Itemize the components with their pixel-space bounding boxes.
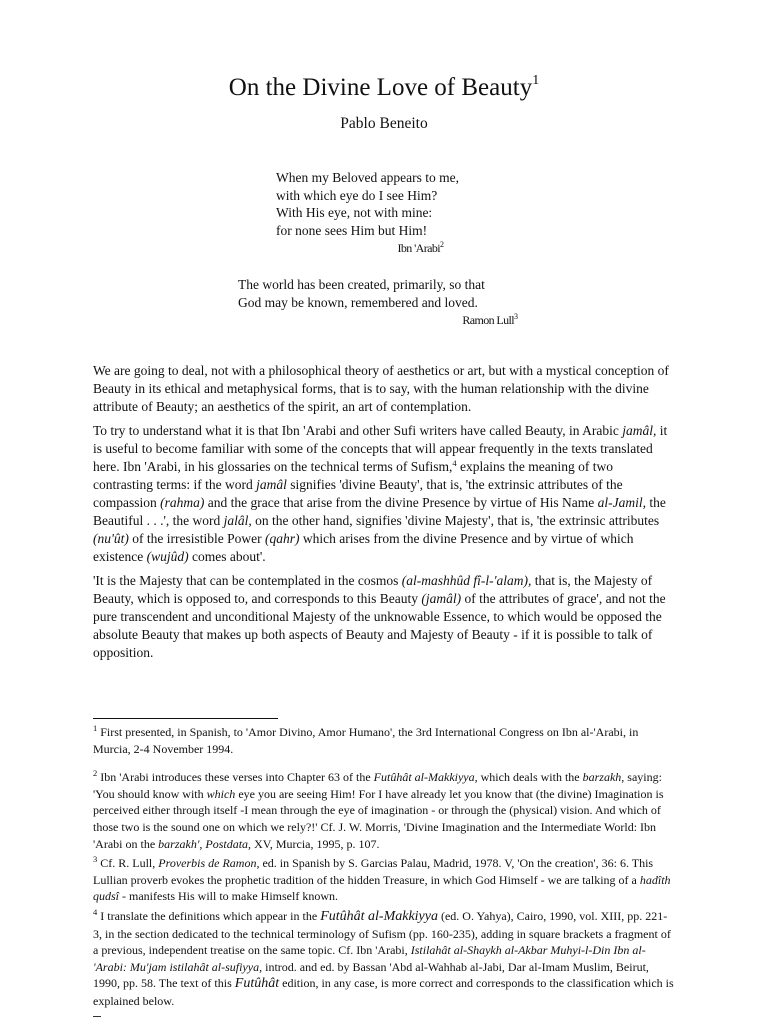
text-run: ed. in Spanish by S. Garcias Palau, Madrid, 1978. V, 'On the creation', 36: 6. This Lullian proverb evokes the prophetic tradition of the hidden Treasure, in which God Himself - we are talking of a <box>93 856 654 887</box>
text-run: it is useful to become familiar with some of the concepts that will appear frequently in the texts translated here. Ibn 'Arabi, in his glossaries on the technical terms of Sufism, <box>93 423 668 474</box>
text-run: the Beautiful . . .', the word <box>93 495 666 528</box>
text-run: which arises from the divine Presence and by virtue of which existence <box>93 531 634 564</box>
footnote-4 <box>93 908 675 1010</box>
text-run: (ed. O. Yahya), Cairo, 1990, vol. XIII, pp. 221-3, in the section dedicated to the technical terminology of Sufism (pp. 160-235), adding in square brackets a fragment of a previous, independent treatise on the same topic. Cf. Ibn 'Arabi, <box>93 908 671 958</box>
paragraph-3 <box>93 572 675 662</box>
attribution-name: Ramon Lull <box>462 313 514 327</box>
footnote-3 <box>93 855 675 905</box>
text-run: Cf. R. Lull, <box>97 856 159 871</box>
book-title: Proverbis de Ramon, <box>158 856 260 871</box>
text-run: comes about'. <box>188 549 266 564</box>
epigraph-ibn-arabi <box>276 169 496 256</box>
text-run: on the other hand, signifies 'divine Majesty', that is, 'the extrinsic attributes <box>251 513 660 528</box>
epigraph-line: When my Beloved appears to me, <box>276 170 459 185</box>
footnote-number: 4 <box>93 906 98 917</box>
term-rahma: (rahma) <box>160 495 205 510</box>
epigraph-line: The world has been created, primarily, so that <box>238 277 485 292</box>
term-wujud: (wujûd) <box>146 549 189 564</box>
text-run: First presented, in Spanish, to 'Amor Divino, Amor Humano', the 3rd International Congress on Ibn al-'Arabi, in Murcia, 2-4 November 1994. <box>93 725 639 756</box>
epigraph-attribution <box>276 240 496 256</box>
page-title <box>0 72 768 104</box>
epigraph-line: for none sees Him but Him! <box>276 222 428 238</box>
title-footnote-marker[interactable]: 1 <box>532 73 540 88</box>
text-run: saying: 'You should know with <box>93 770 662 801</box>
text-run: I translate the definitions which appear in the <box>97 908 321 923</box>
book-title: Futûhât al-Makkiyya <box>320 908 438 924</box>
term-barzakh: barzakh, <box>582 770 625 785</box>
book-title: Futûhât al-Makkiyya, <box>373 770 478 785</box>
epigraph-attribution <box>238 312 528 328</box>
text-run: and the grace that arise from the divine Presence by virtue of His Name <box>204 495 598 510</box>
book-title: Futûhât <box>234 976 280 992</box>
term-jamal: jamâl <box>256 477 287 492</box>
term-hadith-qudsi: hadîth qudsî <box>93 872 671 904</box>
text-run: which deals with the <box>477 770 583 785</box>
text-run: edition, in any case, is more correct and corresponds to the classification which is explained below. <box>93 976 674 1008</box>
footnotes <box>93 724 675 1013</box>
text-run: eye you are seeing Him! For I have already let you know that (the divine) Imagination is perceived either through itself -I mean through the eye of imagination - or through the (physical) vision. And which of those two is the sound one on which we rely?!' Cf. J. W. Morris, 'Divine Imagination and the Intermediate World: Ibn 'Arabi on the <box>93 786 664 851</box>
journal-title: barzakh', Postdata, <box>158 836 252 851</box>
term-al-jamil: al-Jamil, <box>597 495 646 510</box>
footnote-number: 1 <box>93 723 98 733</box>
footnote-marker[interactable]: 4 <box>452 458 457 468</box>
text-run: - manifests His will to make Himself known. <box>119 889 338 904</box>
text-run: signifies 'divine Beauty', that is, 'the extrinsic attributes of the compassion <box>93 477 623 510</box>
term-qahr: (qahr) <box>265 531 300 546</box>
footnote-2 <box>93 769 675 852</box>
epigraph-line: with which eye do I see Him? <box>276 187 438 203</box>
text-run: of the irresistible Power <box>128 531 265 546</box>
text-run: To try to understand what it is that Ibn 'Arabi and other Sufi writers have called Beauty, in Arabic <box>93 423 623 438</box>
term-nuut: (nu'ût) <box>93 531 129 546</box>
title-text: On the Divine Love of Beauty <box>228 74 533 101</box>
term-al-mashhud: (al-mashhûd fî-l-'alam), <box>401 573 532 588</box>
paragraph-2 <box>93 422 675 566</box>
paragraph-1: We are going to deal, not with a philosophical theory of aesthetics or art, but with a mystical conception of Beauty in its ethical and metaphysical forms, that is to say, with the human relationship with the divine attribute of Beauty; an aesthetics of the spirit, an art of contemplation. <box>93 363 669 414</box>
text-run: 'It is the Majesty that can be contemplated in the cosmos <box>93 573 402 588</box>
text-run: XV, Murcia, 1995, p. 107. <box>251 836 380 851</box>
footnote-1 <box>93 724 675 757</box>
text-run: of the attributes of grace', and not the pure transcendent and unconditional Majesty of the unknowable Essence, to which would be opposed the absolute Beauty that makes up both aspects of Beauty and Majesty of Beauty - if it is possible to talk of opposition. <box>93 591 666 660</box>
text-run: Ibn 'Arabi introduces these verses into Chapter 63 of the <box>97 770 374 785</box>
term-jamal: (jamâl) <box>421 591 462 606</box>
footnote-number: 3 <box>93 854 98 865</box>
footnote-marker[interactable]: 2 <box>440 240 444 249</box>
book-title: Istilahât al-Shaykh al-Akbar Muhyi-l-Din Ibn al-'Arabi: Mu'jam istilahât al-sufiyya, <box>93 943 646 974</box>
epigraph-ramon-lull <box>238 276 528 328</box>
page-edge-mark <box>93 1016 101 1017</box>
footnote-separator <box>93 718 278 719</box>
epigraph-line: God may be known, remembered and loved. <box>238 294 478 310</box>
footnote-number: 2 <box>93 768 98 779</box>
text-run: that is, the Majesty of Beauty, which is opposed to, and corresponds to this Beauty <box>93 573 653 606</box>
text-run: introd. and ed. by Bassan 'Abd al-Wahhab al-Jabi, Dar al-Imam Muslim, Beirut, 1990, pp. 58. The text of this <box>93 959 649 991</box>
epigraph-line: With His eye, not with mine: <box>276 205 433 220</box>
footnote-marker[interactable]: 3 <box>514 312 518 321</box>
emphasis: which <box>206 786 236 801</box>
term-jalal: jalâl, <box>223 513 252 528</box>
term-jamal: jamâl, <box>622 423 657 438</box>
author-name: Pablo Beneito <box>340 115 428 132</box>
body-text <box>93 362 675 668</box>
attribution-name: Ibn 'Arabi <box>397 241 440 255</box>
text-run: explains the meaning of two contrasting terms: if the word <box>93 459 613 492</box>
